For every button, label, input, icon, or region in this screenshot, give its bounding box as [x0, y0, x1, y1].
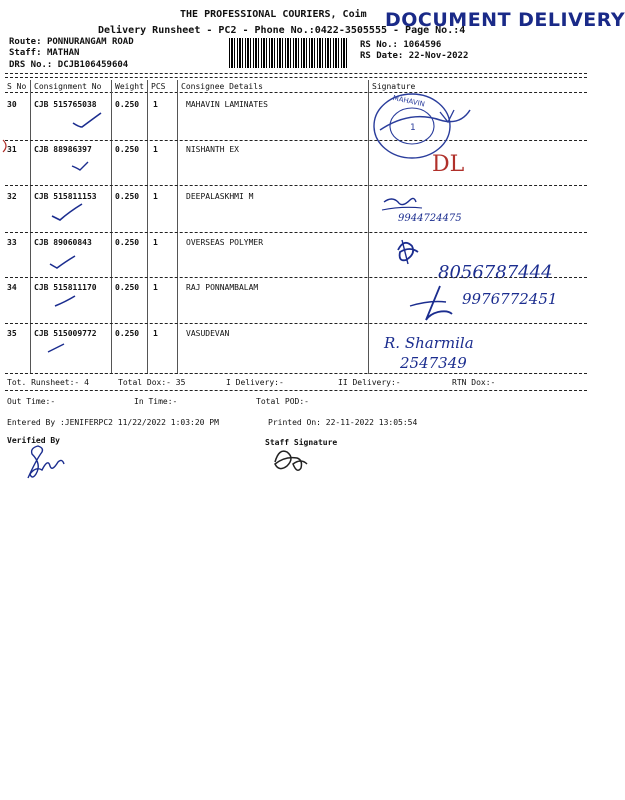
- drs-value: DCJB106459604: [57, 60, 129, 70]
- staff-value: MATHAN: [46, 48, 80, 58]
- row-sno: 33: [7, 238, 17, 247]
- row-weight: 0.250: [115, 283, 140, 292]
- i-delivery: I Delivery:-: [226, 378, 284, 387]
- verified-by-label: Verified By: [7, 436, 60, 445]
- printed-on: Printed On: 22-11-2022 13:05:54: [268, 418, 418, 427]
- col-pcs: PCS: [151, 82, 166, 91]
- row-weight: 0.250: [115, 145, 140, 154]
- row-consignee: OVERSEAS POLYMER: [186, 238, 264, 247]
- entered-by: Entered By :JENIFERPC2 11/22/2022 1:03:20 PM: [7, 418, 219, 427]
- checkmark-icon: [72, 162, 88, 170]
- col-sno: S No: [7, 82, 27, 91]
- staff-signature-icon: [275, 451, 307, 470]
- row-consignment: CJB 515765038: [34, 100, 97, 109]
- handwritten-note: DL: [432, 152, 465, 177]
- col-consignee: Consignee Details: [181, 82, 263, 91]
- tot-runsheet: Tot. Runsheet:- 4: [7, 378, 89, 387]
- row-pcs: 1: [153, 329, 158, 338]
- route-value: PONNURANGAM ROAD: [46, 37, 134, 47]
- total-pod: Total POD:-: [256, 397, 309, 406]
- row-weight: 0.250: [115, 329, 140, 338]
- checkmark-icon: [52, 204, 82, 220]
- rs-no-label: RS No.:: [360, 40, 398, 50]
- stamp-center: 1: [410, 123, 416, 133]
- verified-signature-icon: [28, 446, 64, 478]
- route-label: Route:: [9, 37, 42, 47]
- row-consignment: CJB 515009772: [34, 329, 97, 338]
- rtn-dox: RTN Dox:-: [452, 378, 496, 387]
- divider: [5, 390, 587, 391]
- signature-icon: [398, 243, 418, 261]
- col-weight: Weight: [115, 82, 144, 91]
- row-consignee: NISHANTH EX: [186, 145, 239, 154]
- row-consignment: CJB 88986397: [34, 145, 92, 154]
- row-pcs: 1: [153, 100, 158, 109]
- handwritten-number: 2547349: [400, 354, 467, 372]
- company-name: THE PROFESSIONAL COURIERS, Coim: [180, 9, 367, 20]
- rs-no-value: 1064596: [403, 40, 442, 50]
- checkmark-icon: [48, 344, 64, 352]
- handwritten-name: R. Sharmila: [384, 334, 474, 352]
- row-consignment: CJB 515811153: [34, 192, 97, 201]
- row-pcs: 1: [153, 192, 158, 201]
- col-signature: Signature: [372, 82, 416, 91]
- checkmark-icon: [50, 256, 75, 268]
- stamp-company: MAHAVIN: [392, 93, 426, 109]
- row-pcs: 1: [153, 283, 158, 292]
- staff-signature-label: Staff Signature: [265, 438, 338, 447]
- row-weight: 0.250: [115, 192, 140, 201]
- signature-icon: [384, 198, 416, 204]
- runsheet-title: Delivery Runsheet - PC2 - Phone No.:0422-3505555 - Page No.:4: [98, 25, 466, 36]
- out-time: Out Time:-: [7, 397, 56, 406]
- row-pcs: 1: [153, 145, 158, 154]
- drs-label: DRS No.:: [9, 60, 53, 70]
- rs-date-label: RS Date:: [360, 51, 404, 61]
- row-weight: 0.250: [115, 238, 140, 247]
- row-consignee: VASUDEVAN: [186, 329, 230, 338]
- signature-icon: [380, 110, 470, 130]
- row-sno: 32: [7, 192, 17, 201]
- row-consignee: DEEPALASKHMI M: [186, 192, 254, 201]
- divider: [5, 373, 587, 374]
- row-sno: 31: [7, 145, 17, 154]
- row-consignee: MAHAVIN LAMINATES: [186, 100, 268, 109]
- rs-date-value: 22-Nov-2022: [408, 51, 469, 61]
- document-delivery-stamp: DOCUMENT DELIVERY: [385, 9, 625, 31]
- handwritten-phone: 9976772451: [462, 290, 558, 308]
- row-weight: 0.250: [115, 100, 140, 109]
- row-consignment: CJB 89060843: [34, 238, 92, 247]
- ii-delivery: II Delivery:-: [338, 378, 401, 387]
- staff-label: Staff:: [9, 48, 42, 58]
- handwritten-phone: 8056787444: [438, 262, 553, 283]
- row-pcs: 1: [153, 238, 158, 247]
- row-sno: 35: [7, 329, 17, 338]
- row-consignment: CJB 515811170: [34, 283, 97, 292]
- in-time: In Time:-: [134, 397, 178, 406]
- handwritten-phone: 9944724475: [398, 213, 462, 224]
- row-sno: 34: [7, 283, 17, 292]
- col-consignment: Consignment No: [34, 82, 102, 91]
- checkmark-icon: [73, 113, 101, 127]
- total-dox: Total Dox:- 35: [118, 378, 186, 387]
- signature-icon: [426, 286, 452, 320]
- row-consignee: RAJ PONNAMBALAM: [186, 283, 259, 292]
- row-sno: 30: [7, 100, 17, 109]
- checkmark-icon: [55, 296, 75, 306]
